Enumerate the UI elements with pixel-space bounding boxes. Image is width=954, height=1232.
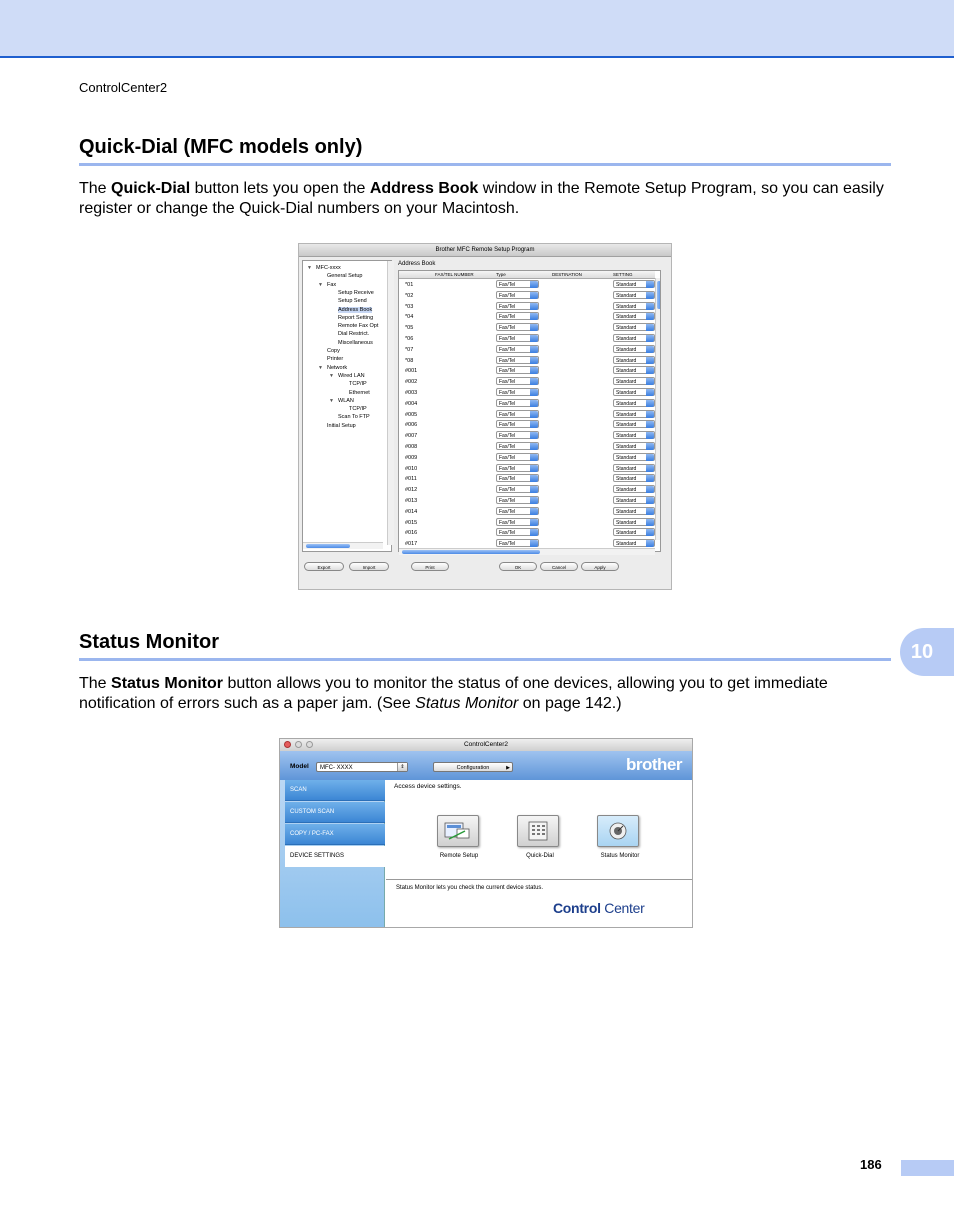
- fax-number[interactable]: #002: [405, 379, 418, 386]
- setting-value: Standard: [616, 379, 637, 386]
- status-monitor-label: Status Monitor: [600, 853, 640, 859]
- controlcenter-logo: Control Center: [553, 900, 645, 916]
- top-banner: [0, 0, 954, 58]
- close-icon[interactable]: [284, 741, 291, 748]
- fax-number[interactable]: *01: [405, 282, 414, 288]
- fax-number[interactable]: #001: [405, 368, 418, 375]
- status-monitor-icon[interactable]: [597, 815, 639, 847]
- type-value: Fax/Tel: [499, 433, 516, 440]
- access-text: Access device settings.: [394, 783, 462, 790]
- table-row[interactable]: [399, 280, 655, 291]
- fax-number[interactable]: #006: [405, 422, 418, 429]
- type-select[interactable]: [496, 334, 539, 342]
- setting-value: Standard: [616, 357, 637, 364]
- fax-number[interactable]: #013: [405, 498, 418, 504]
- brother-logo: brother: [626, 755, 682, 774]
- chevron-updown-icon: [530, 292, 538, 299]
- chevron-updown-icon: [530, 303, 538, 310]
- type-select[interactable]: [496, 431, 539, 439]
- table-row[interactable]: [399, 496, 655, 507]
- column-header-setting[interactable]: SETTING: [613, 272, 633, 277]
- setting-value: Standard: [616, 303, 637, 310]
- type-select[interactable]: [496, 345, 539, 353]
- controlcenter-window: [279, 738, 693, 928]
- type-select[interactable]: [496, 496, 539, 504]
- zoom-icon[interactable]: [306, 741, 313, 748]
- type-value: Fax/Tel: [499, 444, 516, 450]
- tree-item[interactable]: Network: [327, 364, 348, 371]
- table-header: [399, 271, 655, 279]
- table-vscroll-thumb[interactable]: [657, 281, 661, 309]
- tree-item[interactable]: Wired LAN: [338, 372, 365, 379]
- chevron-updown-icon: [646, 292, 654, 299]
- type-select[interactable]: [496, 377, 539, 385]
- print-button[interactable]: Print: [411, 562, 449, 571]
- function-tabs: [280, 780, 385, 928]
- type-select[interactable]: [496, 388, 539, 396]
- tree-item[interactable]: TCP/IP: [349, 381, 367, 388]
- window-title: Brother MFC Remote Setup Program: [299, 244, 671, 257]
- type-select[interactable]: [496, 518, 539, 526]
- type-select[interactable]: [496, 410, 539, 418]
- tab-copy-pc-fax[interactable]: COPY / PC-FAX: [285, 824, 385, 845]
- setting-select[interactable]: [613, 323, 655, 331]
- tree-item[interactable]: TCP/IP: [349, 406, 367, 413]
- type-select[interactable]: [496, 453, 539, 461]
- chevron-updown-icon: [530, 335, 538, 342]
- table-row[interactable]: [399, 377, 655, 388]
- type-select[interactable]: [496, 280, 539, 288]
- configuration-button[interactable]: Configuration ▶: [433, 762, 513, 772]
- type-select[interactable]: [496, 528, 539, 536]
- chevron-updown-icon: [646, 313, 654, 320]
- disclosure-triangle-icon[interactable]: ▼: [318, 364, 323, 371]
- tree-item[interactable]: Dial Restrict.: [338, 331, 370, 338]
- disclosure-triangle-icon[interactable]: ▼: [318, 281, 323, 288]
- type-value: Fax/Tel: [499, 336, 516, 342]
- fax-number[interactable]: #012: [405, 487, 418, 494]
- paragraph-status-monitor: The Status Monitor button allows you to monitor the status of one devices, allowing you to get immediate notification of errors such as a paper jam. (See Status Monitor on page 142.): [79, 675, 828, 712]
- page-number-bar: [901, 1160, 954, 1176]
- chevron-updown-icon: [646, 454, 654, 461]
- setting-value: Standard: [616, 444, 637, 450]
- chevron-updown-icon: [530, 378, 538, 385]
- description-divider: [386, 879, 693, 880]
- table-row[interactable]: [399, 356, 655, 367]
- fax-number[interactable]: #010: [405, 465, 418, 472]
- setting-select[interactable]: [613, 474, 655, 482]
- table-row[interactable]: [399, 366, 655, 377]
- type-value: Fax/Tel: [499, 465, 516, 472]
- type-value: Fax/Tel: [499, 314, 516, 321]
- setting-select[interactable]: [613, 420, 655, 428]
- fax-number[interactable]: #008: [405, 444, 418, 450]
- setting-select[interactable]: [613, 377, 655, 385]
- chevron-updown-icon: [646, 540, 654, 547]
- chevron-updown-icon: [646, 519, 654, 526]
- chevron-updown-icon: [646, 421, 654, 428]
- fax-number[interactable]: *08: [405, 357, 414, 364]
- type-value: Fax/Tel: [499, 292, 516, 299]
- chevron-updown-icon: [646, 411, 654, 418]
- tree-item[interactable]: WLAN: [338, 397, 354, 404]
- quick-dial-icon[interactable]: [517, 815, 559, 847]
- table-row[interactable]: [399, 334, 655, 345]
- table-row[interactable]: [399, 323, 655, 334]
- paragraph-quick-dial: The Quick-Dial button lets you open the Address Book window in the Remote Setup Program, so you can easily register or change the Quick-Dial numbers on your Macintosh.: [79, 180, 884, 217]
- disclosure-triangle-icon[interactable]: ▼: [307, 265, 312, 271]
- chevron-updown-icon: [530, 465, 538, 472]
- type-select[interactable]: [496, 356, 539, 364]
- description-text: Status Monitor lets you check the current device status.: [396, 885, 544, 891]
- chevron-updown-icon: [646, 432, 654, 439]
- table-row[interactable]: [399, 420, 655, 431]
- setting-select[interactable]: [613, 334, 655, 342]
- table-vscrollbar[interactable]: [655, 278, 661, 540]
- table-hscrollbar[interactable]: [399, 548, 655, 555]
- fax-number[interactable]: #011: [405, 476, 417, 483]
- setting-value: Standard: [616, 292, 637, 299]
- setting-select[interactable]: [613, 442, 655, 450]
- setting-select[interactable]: [613, 518, 655, 526]
- chevron-updown-icon: [530, 281, 538, 288]
- setting-value: Standard: [616, 314, 637, 321]
- chevron-updown-icon: [646, 335, 654, 342]
- chevron-updown-icon: [530, 421, 538, 428]
- setting-value: Standard: [616, 476, 637, 483]
- chevron-updown-icon: [646, 508, 654, 515]
- chevron-right-icon: ▶: [506, 765, 510, 771]
- tree-item[interactable]: General Setup: [327, 273, 363, 280]
- tab-scan[interactable]: SCAN: [285, 780, 385, 801]
- setting-value: Standard: [616, 487, 637, 494]
- fax-number[interactable]: #004: [405, 400, 418, 407]
- setting-value: Standard: [616, 325, 637, 332]
- setting-value: Standard: [616, 433, 637, 440]
- setting-select[interactable]: [613, 464, 655, 472]
- fax-number[interactable]: #016: [405, 530, 418, 537]
- setting-select[interactable]: [613, 291, 655, 299]
- setting-value: Standard: [616, 530, 637, 537]
- type-select[interactable]: [496, 323, 539, 331]
- table-row[interactable]: [399, 485, 655, 496]
- export-button[interactable]: Export: [304, 562, 344, 571]
- setting-value: Standard: [616, 411, 637, 418]
- minimize-icon[interactable]: [295, 741, 302, 748]
- table-row[interactable]: [399, 388, 655, 399]
- chevron-updown-icon: [646, 475, 654, 482]
- chevron-updown-icon: [530, 324, 538, 331]
- setting-select[interactable]: [613, 410, 655, 418]
- table-row[interactable]: [399, 474, 655, 485]
- tab-custom-scan[interactable]: CUSTOM SCAN: [285, 802, 385, 823]
- column-header-number[interactable]: FAX/TEL NUMBER: [435, 272, 474, 277]
- disclosure-triangle-icon[interactable]: ▼: [329, 372, 334, 379]
- type-value: Fax/Tel: [499, 368, 516, 375]
- chevron-updown-icon: [646, 465, 654, 472]
- fax-number[interactable]: #009: [405, 454, 418, 461]
- type-select[interactable]: [496, 464, 539, 472]
- tree-hscrollbar[interactable]: [303, 542, 383, 549]
- tree-item[interactable]: Remote Fax Opt: [338, 323, 379, 330]
- table-row[interactable]: [399, 431, 655, 442]
- type-select[interactable]: [496, 291, 539, 299]
- type-select[interactable]: [496, 312, 539, 320]
- chapter-tab: 10: [900, 628, 954, 676]
- chevron-updown-icon: [530, 389, 538, 396]
- setting-select[interactable]: [613, 366, 655, 374]
- setting-value: Standard: [616, 454, 637, 461]
- type-value: Fax/Tel: [499, 487, 516, 494]
- chevron-updown-icon: [530, 486, 538, 493]
- table-row[interactable]: [399, 518, 655, 529]
- setting-value: Standard: [616, 498, 637, 504]
- fax-number[interactable]: *06: [405, 336, 414, 342]
- type-value: Fax/Tel: [499, 390, 516, 396]
- chevron-updown-icon: ⇕: [397, 763, 407, 771]
- chevron-updown-icon: [646, 486, 654, 493]
- table-row[interactable]: [399, 312, 655, 323]
- chevron-updown-icon: [646, 281, 654, 288]
- column-header-destination[interactable]: DESTINATION: [552, 272, 582, 277]
- table-row[interactable]: [399, 453, 655, 464]
- chevron-updown-icon: [530, 519, 538, 526]
- table-row[interactable]: [399, 302, 655, 313]
- type-select[interactable]: [496, 366, 539, 374]
- fax-number[interactable]: #017: [405, 541, 418, 548]
- setting-select[interactable]: [613, 496, 655, 504]
- tree-hscroll-thumb[interactable]: [306, 544, 350, 548]
- chevron-updown-icon: [646, 378, 654, 385]
- setting-select[interactable]: [613, 312, 655, 320]
- disclosure-triangle-icon[interactable]: ▼: [329, 397, 334, 404]
- remote-setup-window: [298, 243, 672, 590]
- ok-button[interactable]: OK: [499, 562, 537, 571]
- chevron-updown-icon: [646, 357, 654, 364]
- tree-item[interactable]: Copy: [327, 348, 340, 354]
- fax-number[interactable]: #005: [405, 411, 418, 418]
- chevron-updown-icon: [530, 443, 538, 450]
- remote-setup-label: Remote Setup: [439, 853, 479, 859]
- setting-select[interactable]: [613, 388, 655, 396]
- type-value: Fax/Tel: [499, 357, 516, 364]
- tree-item[interactable]: Address Book: [338, 306, 373, 313]
- model-select[interactable]: MFC- XXXX ⇕: [316, 762, 408, 772]
- table-hscroll-thumb[interactable]: [402, 550, 540, 554]
- type-select[interactable]: [496, 302, 539, 310]
- fax-number[interactable]: *04: [405, 314, 414, 321]
- setting-select[interactable]: [613, 485, 655, 493]
- chevron-updown-icon: [530, 432, 538, 439]
- chevron-updown-icon: [530, 454, 538, 461]
- fax-number[interactable]: #003: [405, 390, 418, 396]
- section-heading-status-monitor: Status Monitor: [79, 631, 219, 653]
- type-value: Fax/Tel: [499, 454, 516, 461]
- chevron-updown-icon: [646, 367, 654, 374]
- chevron-updown-icon: [646, 497, 654, 504]
- table-row[interactable]: [399, 442, 655, 453]
- chevron-updown-icon: [530, 313, 538, 320]
- setting-value: Standard: [616, 541, 637, 548]
- running-title: ControlCenter2: [79, 80, 168, 95]
- section-heading-quick-dial: Quick-Dial (MFC models only): [79, 136, 363, 158]
- chevron-updown-icon: [646, 443, 654, 450]
- address-book-label: Address Book: [398, 261, 436, 267]
- chevron-updown-icon: [646, 303, 654, 310]
- fax-number[interactable]: *05: [405, 325, 414, 332]
- type-select[interactable]: [496, 485, 539, 493]
- chevron-updown-icon: [530, 540, 538, 547]
- type-value: Fax/Tel: [499, 541, 516, 548]
- setting-value: Standard: [616, 508, 637, 515]
- type-value: Fax/Tel: [499, 282, 516, 288]
- chevron-updown-icon: [530, 400, 538, 407]
- chevron-updown-icon: [530, 411, 538, 418]
- type-value: Fax/Tel: [499, 379, 516, 386]
- chevron-updown-icon: [646, 389, 654, 396]
- tree-item[interactable]: Setup Send: [338, 298, 367, 305]
- setting-value: Standard: [616, 282, 637, 288]
- table-row[interactable]: [399, 528, 655, 539]
- model-bar: [280, 751, 693, 780]
- setting-value: Standard: [616, 390, 637, 396]
- setting-select[interactable]: [613, 507, 655, 515]
- fax-number[interactable]: #007: [405, 433, 418, 440]
- tree-item[interactable]: Setup Receive: [338, 289, 374, 296]
- settings-tree[interactable]: [302, 260, 392, 552]
- type-select[interactable]: [496, 539, 539, 547]
- table-row[interactable]: [399, 399, 655, 410]
- section-rule: [79, 658, 891, 661]
- type-value: Fax/Tel: [499, 422, 516, 429]
- table-row[interactable]: [399, 345, 655, 356]
- type-value: Fax/Tel: [499, 519, 516, 526]
- setting-select[interactable]: [613, 302, 655, 310]
- type-value: Fax/Tel: [499, 346, 516, 353]
- setting-select[interactable]: [613, 399, 655, 407]
- setting-select[interactable]: [613, 356, 655, 364]
- tree-item[interactable]: Initial Setup: [327, 422, 356, 429]
- tree-item[interactable]: Fax: [327, 281, 337, 288]
- tree-item[interactable]: Miscellaneous: [338, 339, 373, 346]
- tab-device-settings[interactable]: DEVICE SETTINGS: [285, 846, 385, 867]
- fax-number[interactable]: *02: [405, 292, 414, 299]
- setting-value: Standard: [616, 422, 637, 429]
- window-title: ControlCenter2: [463, 741, 509, 748]
- page-number: 186: [860, 1157, 882, 1172]
- type-value: Fax/Tel: [499, 411, 516, 418]
- type-select[interactable]: [496, 420, 539, 428]
- chevron-updown-icon: [646, 324, 654, 331]
- fax-number[interactable]: *07: [405, 346, 414, 353]
- chevron-updown-icon: [530, 357, 538, 364]
- tree-scrollbar[interactable]: [387, 261, 394, 545]
- type-value: Fax/Tel: [499, 498, 516, 504]
- type-value: Fax/Tel: [499, 476, 516, 483]
- table-row[interactable]: [399, 464, 655, 475]
- setting-select[interactable]: [613, 431, 655, 439]
- type-value: Fax/Tel: [499, 303, 516, 310]
- chevron-updown-icon: [530, 346, 538, 353]
- type-value: Fax/Tel: [499, 530, 516, 537]
- chevron-updown-icon: [530, 508, 538, 515]
- tree-item[interactable]: Report Setting: [338, 314, 374, 321]
- chevron-updown-icon: [646, 400, 654, 407]
- type-select[interactable]: [496, 507, 539, 515]
- apply-button[interactable]: Apply: [581, 562, 619, 571]
- table-row[interactable]: [399, 507, 655, 518]
- chevron-updown-icon: [530, 475, 538, 482]
- type-select[interactable]: [496, 474, 539, 482]
- chevron-updown-icon: [530, 367, 538, 374]
- setting-value: Standard: [616, 400, 637, 407]
- type-select[interactable]: [496, 399, 539, 407]
- setting-value: Standard: [616, 368, 637, 375]
- chevron-updown-icon: [646, 529, 654, 536]
- setting-value: Standard: [616, 465, 637, 472]
- column-header-type[interactable]: Type: [496, 272, 506, 277]
- cancel-button[interactable]: Cancel: [540, 562, 578, 571]
- tree-item[interactable]: Printer: [327, 356, 344, 363]
- table-row[interactable]: [399, 410, 655, 421]
- fax-number[interactable]: *03: [405, 303, 414, 310]
- setting-select[interactable]: [613, 539, 655, 547]
- setting-value: Standard: [616, 346, 637, 353]
- fax-number[interactable]: #014: [405, 508, 418, 515]
- section-rule: [79, 163, 891, 166]
- setting-select[interactable]: [613, 280, 655, 288]
- setting-select[interactable]: [613, 528, 655, 536]
- chevron-updown-icon: [530, 529, 538, 536]
- quick-dial-label: Quick-Dial: [526, 853, 554, 859]
- setting-value: Standard: [616, 519, 637, 526]
- fax-number[interactable]: #015: [405, 519, 418, 526]
- model-label: Model: [290, 763, 309, 770]
- tree-item[interactable]: Scan To FTP: [338, 414, 370, 421]
- chevron-updown-icon: [530, 497, 538, 504]
- table-row[interactable]: [399, 291, 655, 302]
- type-value: Fax/Tel: [499, 508, 516, 515]
- setting-select[interactable]: [613, 453, 655, 461]
- type-select[interactable]: [496, 442, 539, 450]
- address-book-table: [398, 270, 661, 552]
- tree-item[interactable]: Ethernet: [349, 389, 370, 396]
- type-value: Fax/Tel: [499, 325, 516, 332]
- type-value: Fax/Tel: [499, 400, 516, 407]
- import-button[interactable]: Import: [349, 562, 389, 571]
- setting-select[interactable]: [613, 345, 655, 353]
- setting-value: Standard: [616, 336, 637, 342]
- tree-item[interactable]: MFC-xxxx: [316, 265, 341, 271]
- chevron-updown-icon: [646, 346, 654, 353]
- remote-setup-icon[interactable]: [437, 815, 479, 847]
